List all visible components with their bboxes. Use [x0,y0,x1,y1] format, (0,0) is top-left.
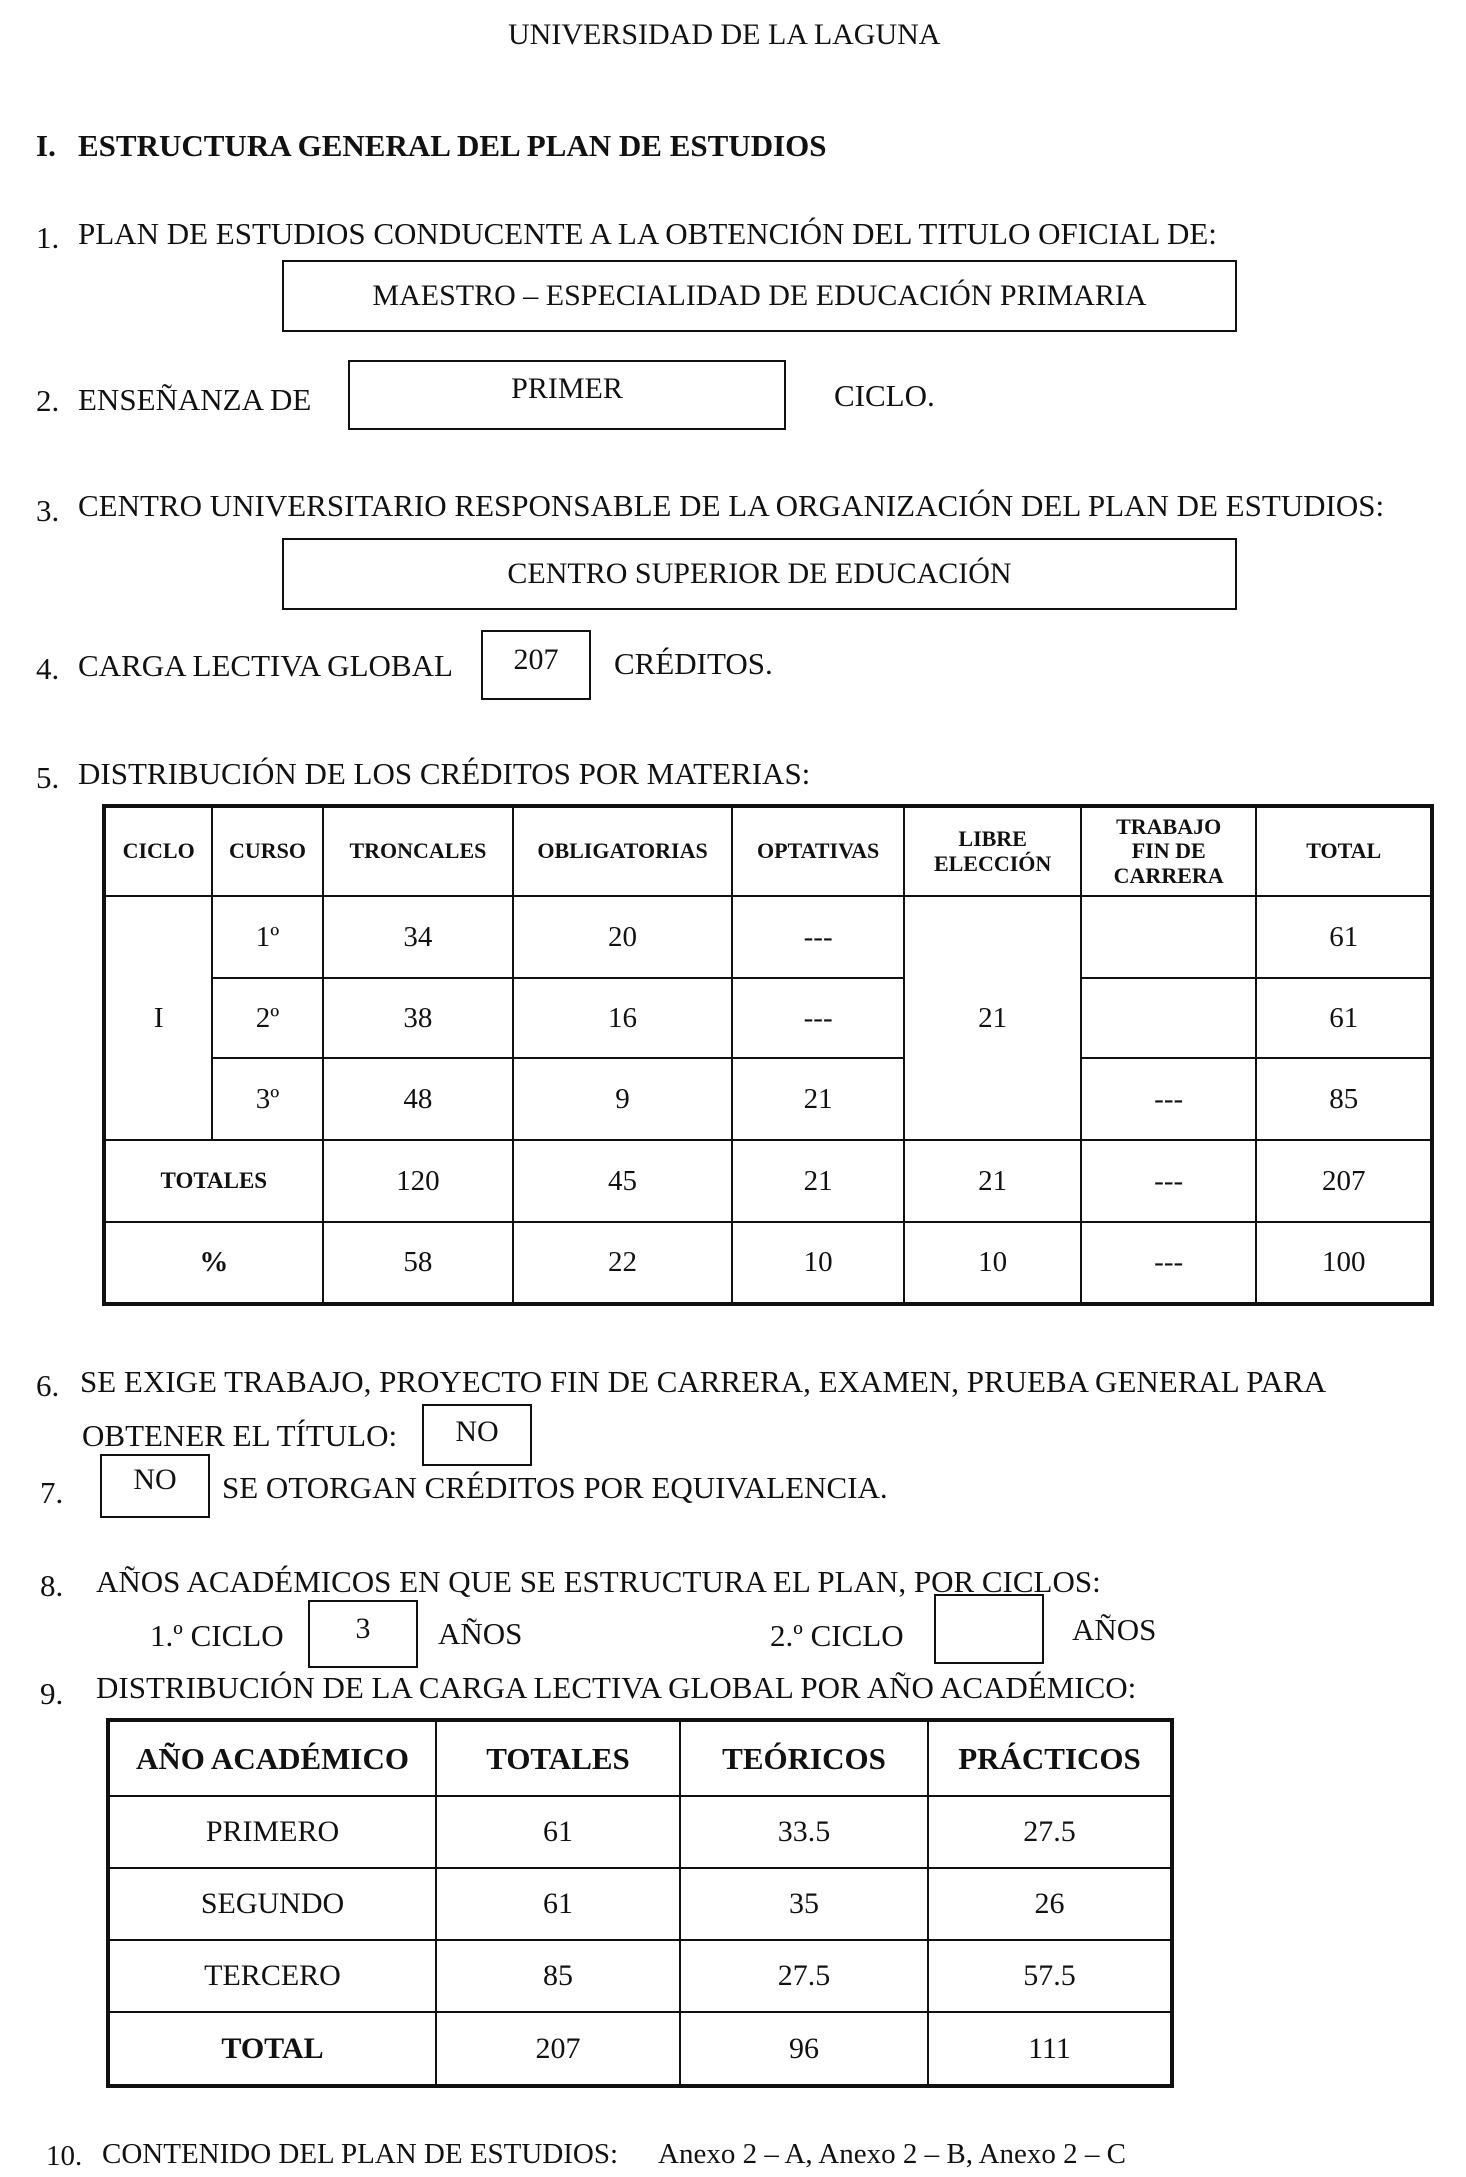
ciclo1-label: 1.º CICLO [150,1618,284,1653]
header-obligatorias: OBLIGATORIAS [513,806,732,896]
header-troncales: TRONCALES [323,806,514,896]
section-number: I. [36,128,56,163]
header-totales: TOTALES [436,1720,680,1796]
equivalence-box: NO [100,1454,210,1518]
credits-distribution-table [102,804,1434,1306]
totals-row: TOTALES 120 45 21 21 --- 207 [104,1140,1432,1222]
item3-text: CENTRO UNIVERSITARIO RESPONSABLE DE LA ORGANIZACIÓN DEL PLAN DE ESTUDIOS: [78,488,1385,523]
item10-value: Anexo 2 – A, Anexo 2 – B, Anexo 2 – C [658,2138,1127,2170]
header-trabajo-fin-carrera: TRABAJO FIN DE CARRERA [1081,806,1257,896]
center-box: CENTRO SUPERIOR DE EDUCACIÓN [282,538,1237,610]
item4-suffix: CRÉDITOS. [614,646,773,681]
item10-label: CONTENIDO DEL PLAN DE ESTUDIOS: [102,2138,619,2170]
percent-row: % 58 22 10 10 --- 100 [104,1222,1432,1304]
university-header: UNIVERSIDAD DE LA LAGUNA [508,18,941,51]
cycle-box: PRIMER [348,360,786,430]
item7-number: 7. [40,1475,64,1510]
table-row: SEGUNDO 61 35 26 [108,1868,1172,1940]
item8-number: 8. [40,1568,64,1603]
item2-number: 2. [36,383,60,418]
item10-number: 10. [46,2140,83,2172]
item5-number: 5. [36,760,60,795]
header-total: TOTAL [1256,806,1432,896]
academic-year-table [106,1718,1174,2088]
item9-text: DISTRIBUCIÓN DE LA CARGA LECTIVA GLOBAL POR AÑO ACADÉMICO: [96,1670,1137,1705]
item7-text: SE OTORGAN CRÉDITOS POR EQUIVALENCIA. [222,1470,888,1505]
item6-number: 6. [36,1368,60,1403]
item8-text: AÑOS ACADÉMICOS EN QUE SE ESTRUCTURA EL PLAN, POR CICLOS: [96,1564,1101,1599]
ciclo-cell: I [104,896,212,1140]
table-row: I 1º 34 20 --- 21 61 [104,896,1432,978]
ciclo2-years-box [934,1594,1044,1664]
table-row: TERCERO 85 27.5 57.5 [108,1940,1172,2012]
item9-number: 9. [40,1676,64,1711]
item5-text: DISTRIBUCIÓN DE LOS CRÉDITOS POR MATERIAS: [78,756,811,791]
header-anio: AÑO ACADÉMICO [108,1720,436,1796]
header-teoricos: TEÓRICOS [680,1720,928,1796]
total-row: TOTAL 207 96 111 [108,2012,1172,2086]
item2-label: ENSEÑANZA DE [78,382,312,417]
degree-title-box: MAESTRO – ESPECIALIDAD DE EDUCACIÓN PRIMARIA [282,260,1237,332]
libre-eleccion-cell: 21 [904,896,1081,1140]
ciclo1-years-box: 3 [308,1600,418,1668]
section-title: ESTRUCTURA GENERAL DEL PLAN DE ESTUDIOS [78,128,827,163]
header-optativas: OPTATIVAS [732,806,905,896]
ciclo1-unit: AÑOS [438,1616,523,1651]
ciclo2-label: 2.º CICLO [770,1618,904,1653]
item6-line2: OBTENER EL TÍTULO: [82,1418,398,1453]
table-row: 3º 48 9 21 --- 85 [104,1058,1432,1140]
ciclo2-unit: AÑOS [1072,1612,1157,1647]
header-libre-eleccion: LIBRE ELECCIÓN [904,806,1081,896]
item1-number: 1. [36,220,60,255]
table-row: 2º 38 16 --- 61 [104,978,1432,1058]
item2-suffix: CICLO. [834,378,935,413]
header-practicos: PRÁCTICOS [928,1720,1172,1796]
item6-line1: SE EXIGE TRABAJO, PROYECTO FIN DE CARRERA, EXAMEN, PRUEBA GENERAL PARA [80,1364,1327,1399]
credits-box: 207 [481,630,591,700]
header-ciclo: CICLO [104,806,212,896]
item3-number: 3. [36,493,60,528]
item4-number: 4. [36,651,60,686]
table-row: PRIMERO 61 33.5 27.5 [108,1796,1172,1868]
header-curso: CURSO [212,806,322,896]
item4-label: CARGA LECTIVA GLOBAL [78,648,453,683]
final-project-box: NO [422,1404,532,1466]
item1-text: PLAN DE ESTUDIOS CONDUCENTE A LA OBTENCIÓN DEL TITULO OFICIAL DE: [78,216,1217,251]
